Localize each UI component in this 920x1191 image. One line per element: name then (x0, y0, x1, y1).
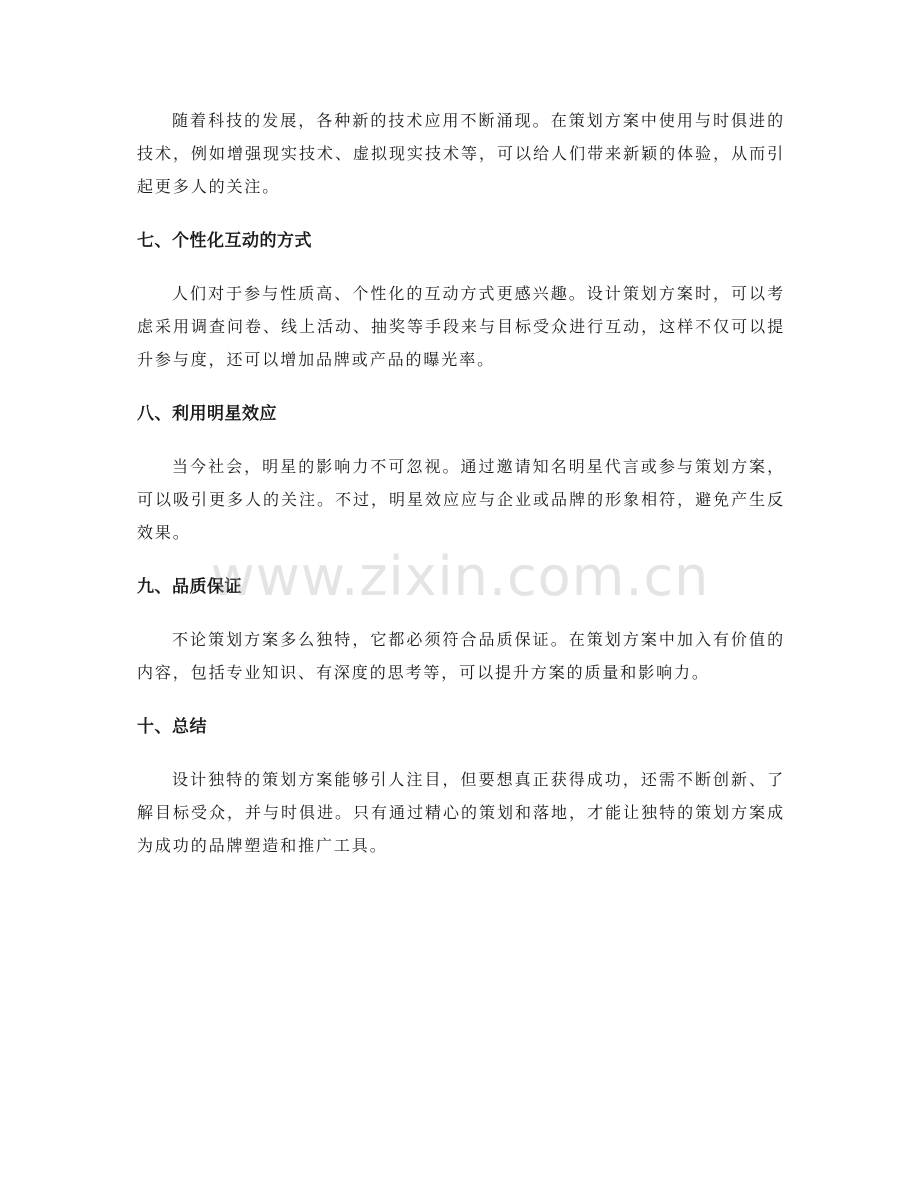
section-paragraph-10: 设计独特的策划方案能够引人注目，但要想真正获得成功，还需不断创新、了解目标受众，并与时俱进。只有通过精心的策划和落地，才能让独特的策划方案成为成功的品牌塑造和推广工具。 (137, 770, 785, 855)
section-heading-8: 八、利用明星效应 (137, 404, 277, 424)
section-heading-9: 九、品质保证 (137, 577, 242, 597)
intro-paragraph: 随着科技的发展，各种新的技术应用不断涌现。在策划方案中使用与时俱进的技术，例如增强现实技术、虚拟现实技术等，可以给人们带来新颖的体验，从而引起更多人的关注。 (137, 111, 785, 196)
section-paragraph-7: 人们对于参与性质高、个性化的互动方式更感兴趣。设计策划方案时，可以考虑采用调查问卷、线上活动、抽奖等手段来与目标受众进行互动，这样不仅可以提升参与度，还可以增加品牌或产品的曝光率。 (137, 284, 785, 369)
section-heading-10: 十、总结 (137, 717, 207, 737)
section-heading-7: 七、个性化互动的方式 (137, 231, 312, 251)
section-paragraph-8: 当今社会，明星的影响力不可忽视。通过邀请知名明星代言或参与策划方案，可以吸引更多人的关注。不过，明星效应应与企业或品牌的形象相符，避免产生反效果。 (137, 457, 785, 542)
document-body (137, 104, 785, 885)
section-paragraph-9: 不论策划方案多么独特，它都必须符合品质保证。在策划方案中加入有价值的内容，包括专业知识、有深度的思考等，可以提升方案的质量和影响力。 (137, 630, 785, 682)
watermark-text: www.zixin.com.cn (210, 545, 710, 608)
